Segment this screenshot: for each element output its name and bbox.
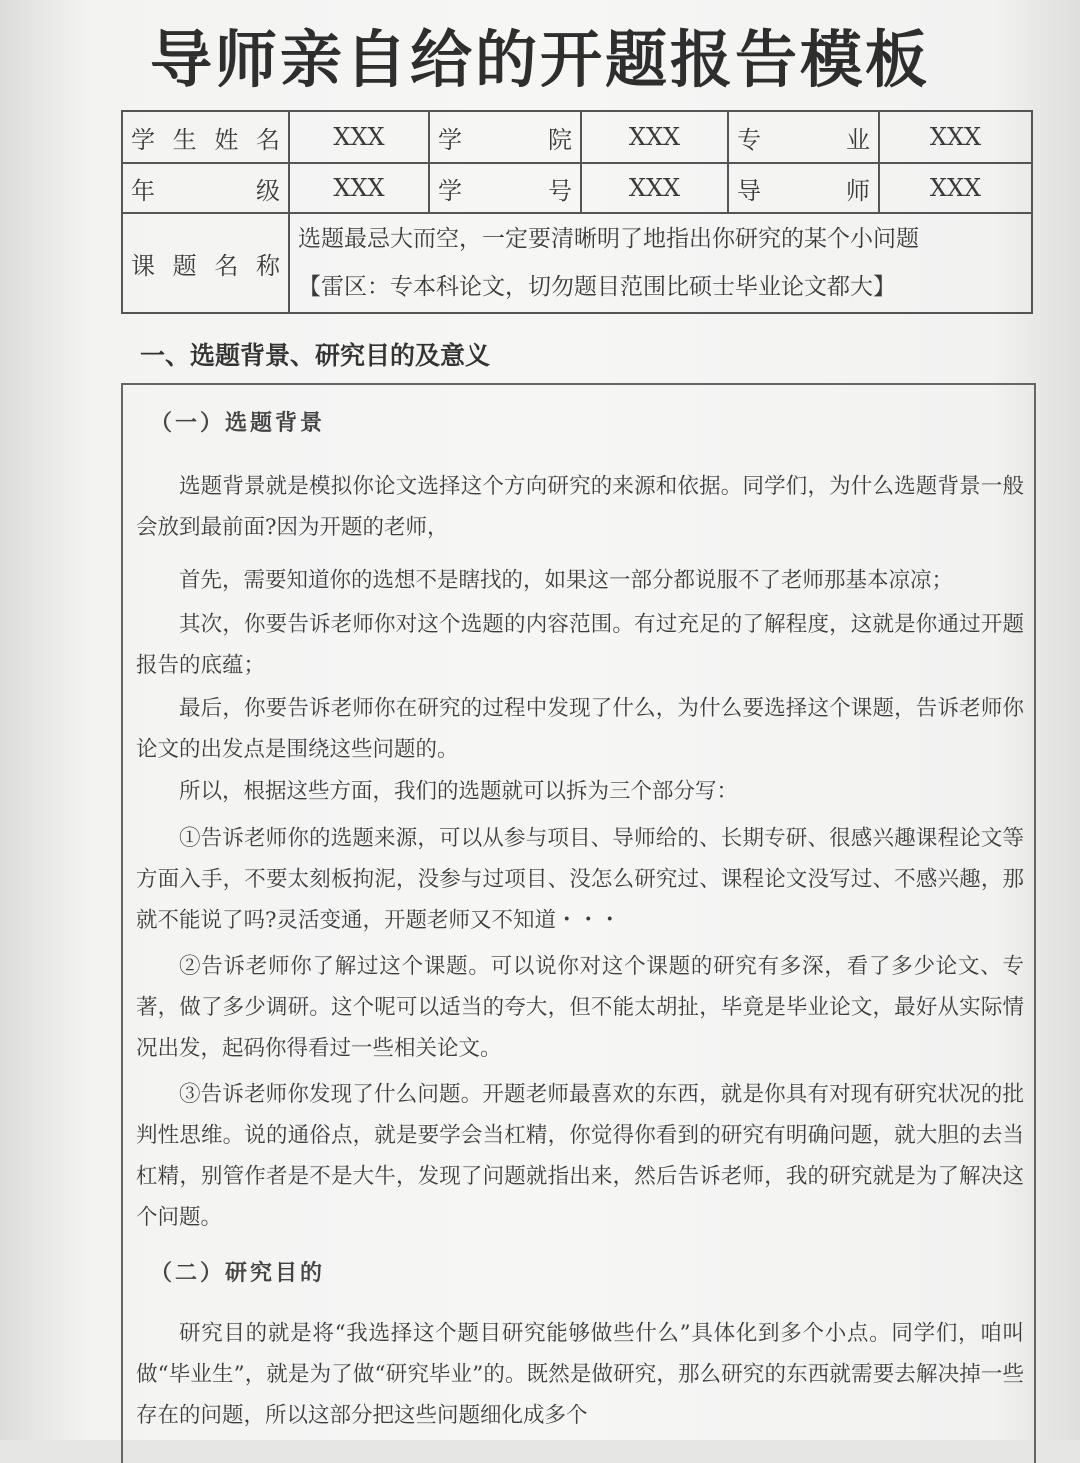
major-value: XXX bbox=[879, 111, 1032, 163]
label-char: 课 bbox=[131, 251, 155, 280]
paragraph: 研究目的就是将“我选择这个题目研究能够做些什么”具体化到多个小点。同学们，咱叫做“毕业生”，就是为了做“研究毕业”的。既然是做研究，那么研究的东西就需要去解决掉一些存在的问题，所以这部分把这些问题细化成多个 bbox=[136, 1321, 1024, 1428]
topic-value bbox=[289, 213, 1032, 313]
advisor-label bbox=[728, 163, 879, 213]
label-char: 师 bbox=[846, 176, 870, 205]
student-id-label bbox=[429, 163, 581, 213]
paragraph: 选题背景就是模拟你论文选择这个方向研究的来源和依据。同学们，为什么选题背景一般会放到最前面?因为开题的老师， bbox=[136, 474, 1024, 540]
student-id-value: XXX bbox=[581, 163, 728, 213]
college-label bbox=[429, 111, 581, 163]
label-char: 学 bbox=[438, 125, 462, 154]
student-name-value: XXX bbox=[289, 111, 429, 163]
info-table bbox=[121, 110, 1033, 314]
label-char: 号 bbox=[548, 176, 572, 205]
paragraph: 所以，根据这些方面，我们的选题就可以拆为三个部分写： bbox=[179, 779, 739, 804]
major-label bbox=[728, 111, 879, 163]
paragraph: 首先，需要知道你的选想不是瞎找的，如果这一部分都说服不了老师那基本凉凉； bbox=[179, 568, 954, 593]
section-heading: 一、选题背景、研究目的及意义 bbox=[140, 341, 491, 370]
topic-label bbox=[122, 213, 289, 313]
document-title: 导师亲自给的开题报告模板 bbox=[149, 23, 930, 96]
label-char: 姓 bbox=[214, 125, 239, 154]
paragraph: 其次，你要告诉老师你对这个选题的内容范围。有过充足的了解程度，这就是你通过开题报告的底蕴； bbox=[136, 612, 1024, 678]
label-char: 称 bbox=[255, 251, 280, 280]
advisor-value: XXX bbox=[879, 163, 1032, 213]
student-name-label bbox=[122, 111, 289, 163]
paragraph: 最后，你要告诉老师你在研究的过程中发现了什么，为什么要选择这个课题，告诉老师你论文的出发点是围绕这些问题的。 bbox=[136, 696, 1024, 762]
label-char: 学 bbox=[131, 125, 155, 154]
topic-line-2: 【雷区：专本科论文，切勿题目范围比硕士毕业论文都大】 bbox=[298, 274, 896, 300]
label-char: 名 bbox=[255, 125, 280, 154]
label-char: 题 bbox=[172, 251, 197, 280]
grade-label bbox=[122, 163, 289, 213]
topic-line-1: 选题最忌大而空，一定要清晰明了地指出你研究的某个小问题 bbox=[298, 226, 919, 252]
label-char: 专 bbox=[737, 125, 761, 154]
label-char: 级 bbox=[256, 176, 280, 205]
label-char: 年 bbox=[131, 176, 155, 205]
college-value: XXX bbox=[581, 111, 728, 163]
paragraph: ①告诉老师你的选题来源，可以从参与项目、导师给的、长期专研、很感兴趣课程论文等方面入手，不要太刻板拘泥，没参与过项目、没怎么研究过、课程论文没写过、不感兴趣，那就不能说了吗?灵活变通，开题老师又不知道・・・ bbox=[136, 826, 1024, 933]
label-char: 学 bbox=[438, 176, 462, 205]
subsection-heading-background: （一）选题背景 bbox=[150, 411, 326, 436]
subsection-heading-purpose: （二）研究目的 bbox=[150, 1261, 326, 1286]
paragraph: ②告诉老师你了解过这个课题。可以说你对这个课题的研究有多深，看了多少论文、专著，做了多少调研。这个呢可以适当的夸大，但不能太胡扯，毕竟是毕业论文，最好从实际情况出发，起码你得看过一些相关论文。 bbox=[136, 954, 1024, 1061]
label-char: 生 bbox=[172, 125, 197, 154]
label-char: 院 bbox=[548, 125, 572, 154]
grade-value: XXX bbox=[289, 163, 429, 213]
label-char: 导 bbox=[737, 176, 761, 205]
label-char: 业 bbox=[846, 125, 870, 154]
paragraph: ③告诉老师你发现了什么问题。开题老师最喜欢的东西，就是你具有对现有研究状况的批判性思维。说的通俗点，就是要学会当杠精，你觉得你看到的研究有明确问题，就大胆的去当杠精，别管作者是不是大牛，发现了问题就指出来，然后告诉老师，我的研究就是为了解决这个问题。 bbox=[136, 1082, 1024, 1230]
label-char: 名 bbox=[214, 251, 239, 280]
